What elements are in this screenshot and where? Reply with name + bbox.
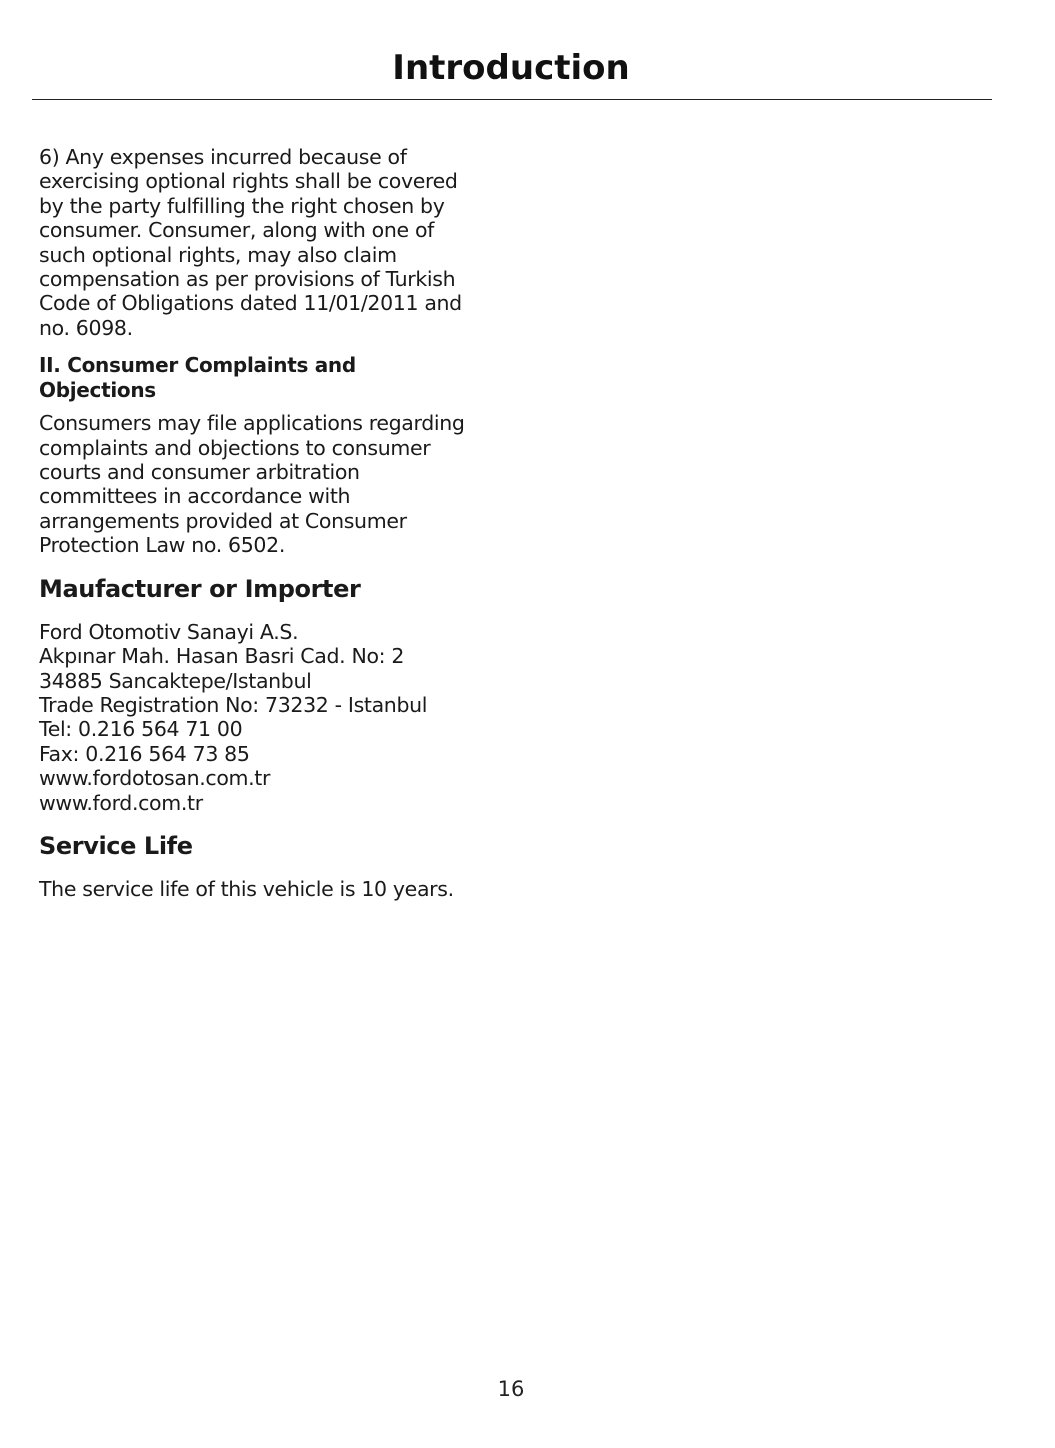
consumer-complaints-paragraph: Consumers may file applications regarding complaints and objections to consumer courts and consumer arbitration committees in accordance with arrangements provided at Consumer Protection Law no. 6502.	[39, 411, 465, 558]
title-divider	[32, 99, 992, 100]
page-title: Introduction	[392, 48, 630, 88]
telephone: Tel: 0.216 564 71 00	[39, 717, 243, 742]
page-number: 16	[497, 1377, 525, 1401]
manufacturer-heading: Maufacturer or Importer	[39, 574, 361, 603]
manufacturer-address	[39, 620, 499, 815]
service-life-heading: Service Life	[39, 831, 193, 860]
postal-city: 34885 Sancaktepe/Istanbul	[39, 668, 312, 693]
company-name: Ford Otomotiv Sanayi A.S.	[39, 619, 299, 644]
website-ford: www.ford.com.tr	[39, 790, 203, 815]
service-life-paragraph: The service life of this vehicle is 10 years.	[39, 876, 454, 901]
consumer-complaints-heading: II. Consumer Complaints and Objections	[39, 353, 356, 403]
optional-rights-paragraph: 6) Any expenses incurred because of exercising optional rights shall be covered by the party fulfilling the right chosen by consumer. Consumer, along with one of such optional rights, may also claim compensation as per provisions of Turkish Code of Obligations dated 11/01/2011 and no. 6098.	[39, 145, 462, 340]
trade-registration: Trade Registration No: 73232 - Istanbul	[39, 692, 428, 717]
text-column	[39, 145, 499, 901]
website-fordotosan: www.fordotosan.com.tr	[39, 766, 271, 791]
fax: Fax: 0.216 564 73 85	[39, 741, 250, 766]
street-address: Akpınar Mah. Hasan Basri Cad. No: 2	[39, 644, 405, 669]
